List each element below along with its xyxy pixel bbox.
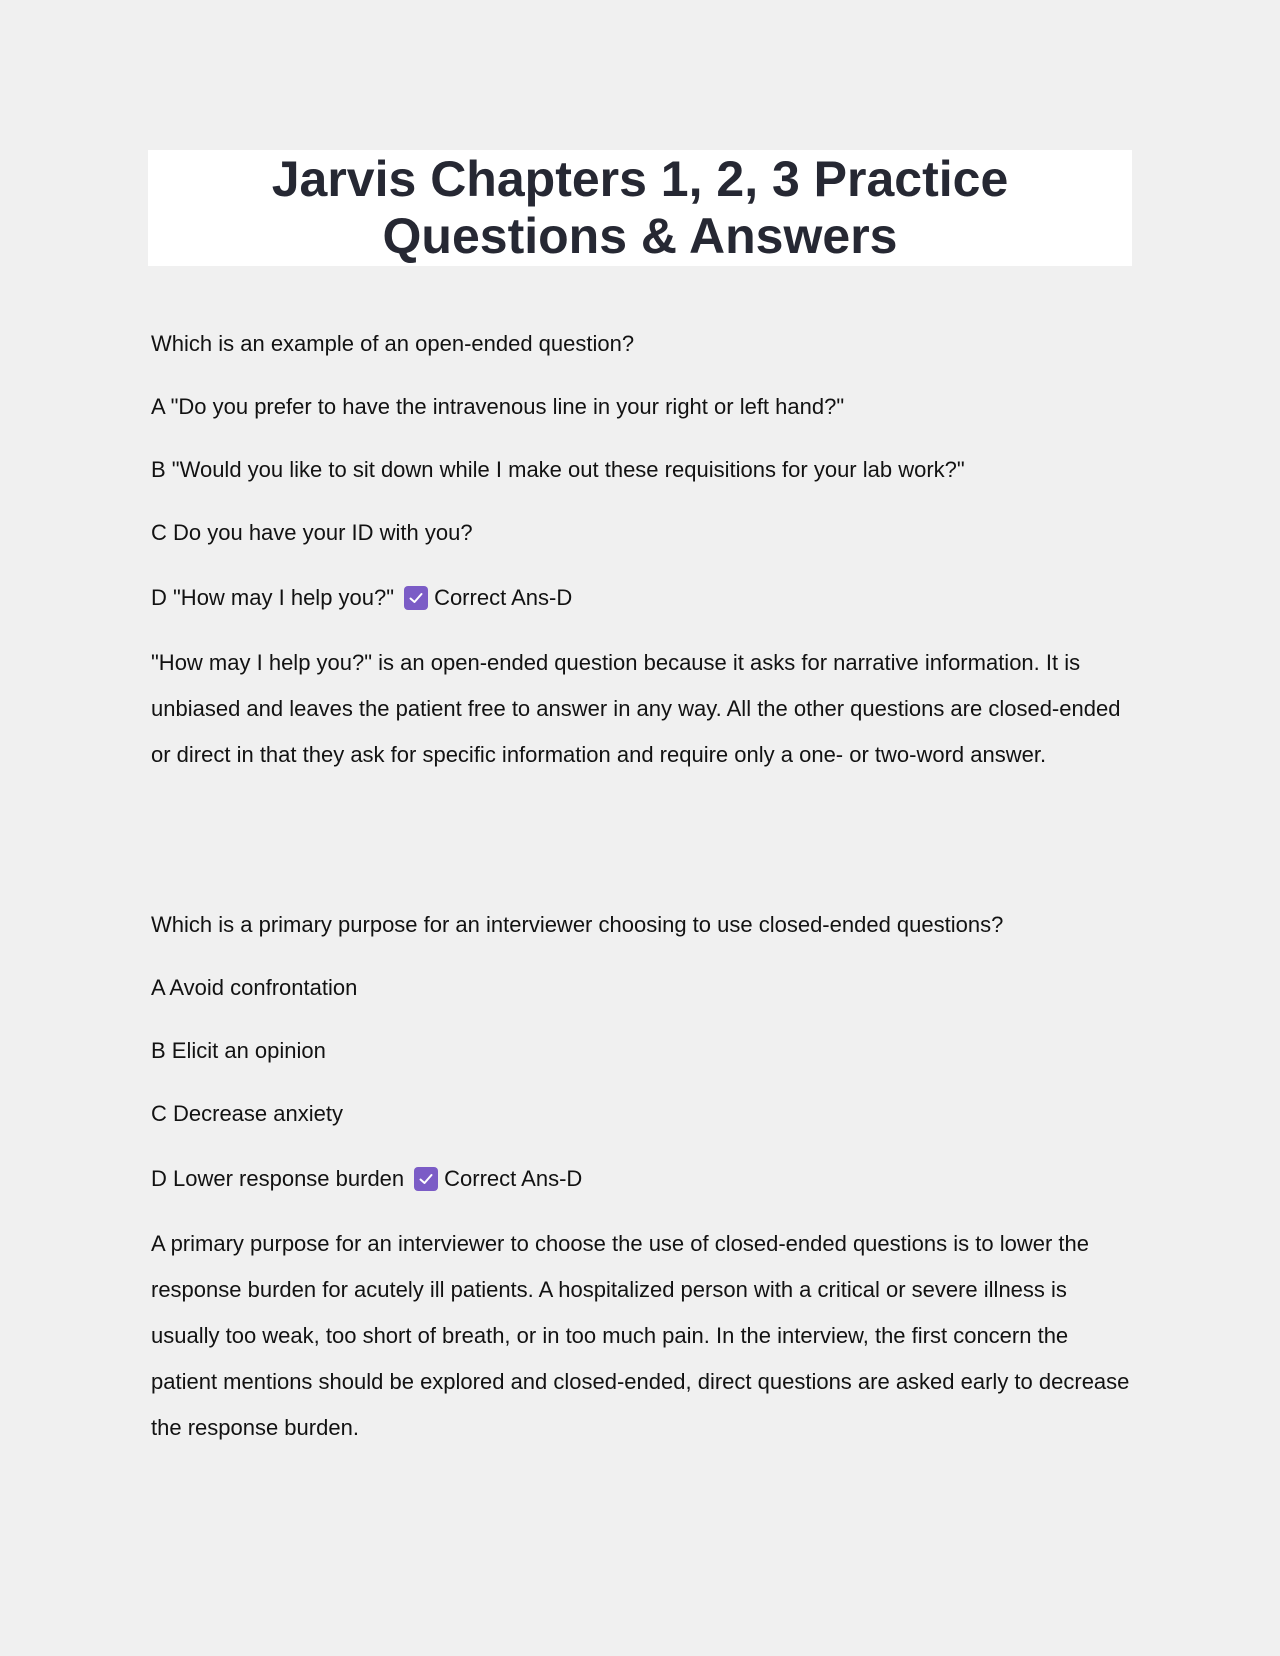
check-box-icon [414, 1167, 438, 1191]
question-1-option-d-row [151, 583, 572, 613]
question-1-option-a: A "Do you prefer to have the intravenous line in your right or left hand?" [151, 394, 845, 419]
question-2-option-d: D Lower response burden [151, 1166, 405, 1191]
question-1-option-d: D "How may I help you?" [151, 585, 395, 610]
question-2-option-a: A Avoid confrontation [151, 975, 358, 1000]
question-2-option-b: B Elicit an opinion [151, 1038, 326, 1063]
question-1-option-c: C Do you have your ID with you? [151, 520, 473, 545]
question-2-option-c: C Decrease anxiety [151, 1101, 343, 1126]
check-box-icon [404, 586, 428, 610]
question-2-explanation: A primary purpose for an interviewer to choose the use of closed-ended questions is to lower the response burden for acutely ill patients. A hospitalized person with a critical or severe illness is usually too weak, too short of breath, or in too much pain. In the interview, the first concern the patient mentions should be explored and closed-ended, direct questions are asked early to decrease the response burden. [151, 1231, 1130, 1440]
question-2-correct-answer: Correct Ans-D [444, 1166, 583, 1191]
page-title: Jarvis Chapters 1, 2, 3 Practice Questions & Answers [271, 151, 1009, 264]
question-1-correct-answer: Correct Ans-D [434, 585, 573, 610]
question-1-option-b: B "Would you like to sit down while I make out these requisitions for your lab work?" [151, 457, 965, 482]
question-2-text: Which is a primary purpose for an interviewer choosing to use closed-ended questions? [151, 912, 1004, 937]
question-2-option-d-row [151, 1164, 582, 1194]
question-1-text: Which is an example of an open-ended question? [151, 331, 635, 356]
question-1-explanation: "How may I help you?" is an open-ended question because it asks for narrative information. It is unbiased and leaves the patient free to answer in any way. All the other questions are closed-ended or direct in that they ask for specific information and require only a one- or two-word answer. [151, 650, 1121, 767]
title-banner [148, 150, 1132, 266]
